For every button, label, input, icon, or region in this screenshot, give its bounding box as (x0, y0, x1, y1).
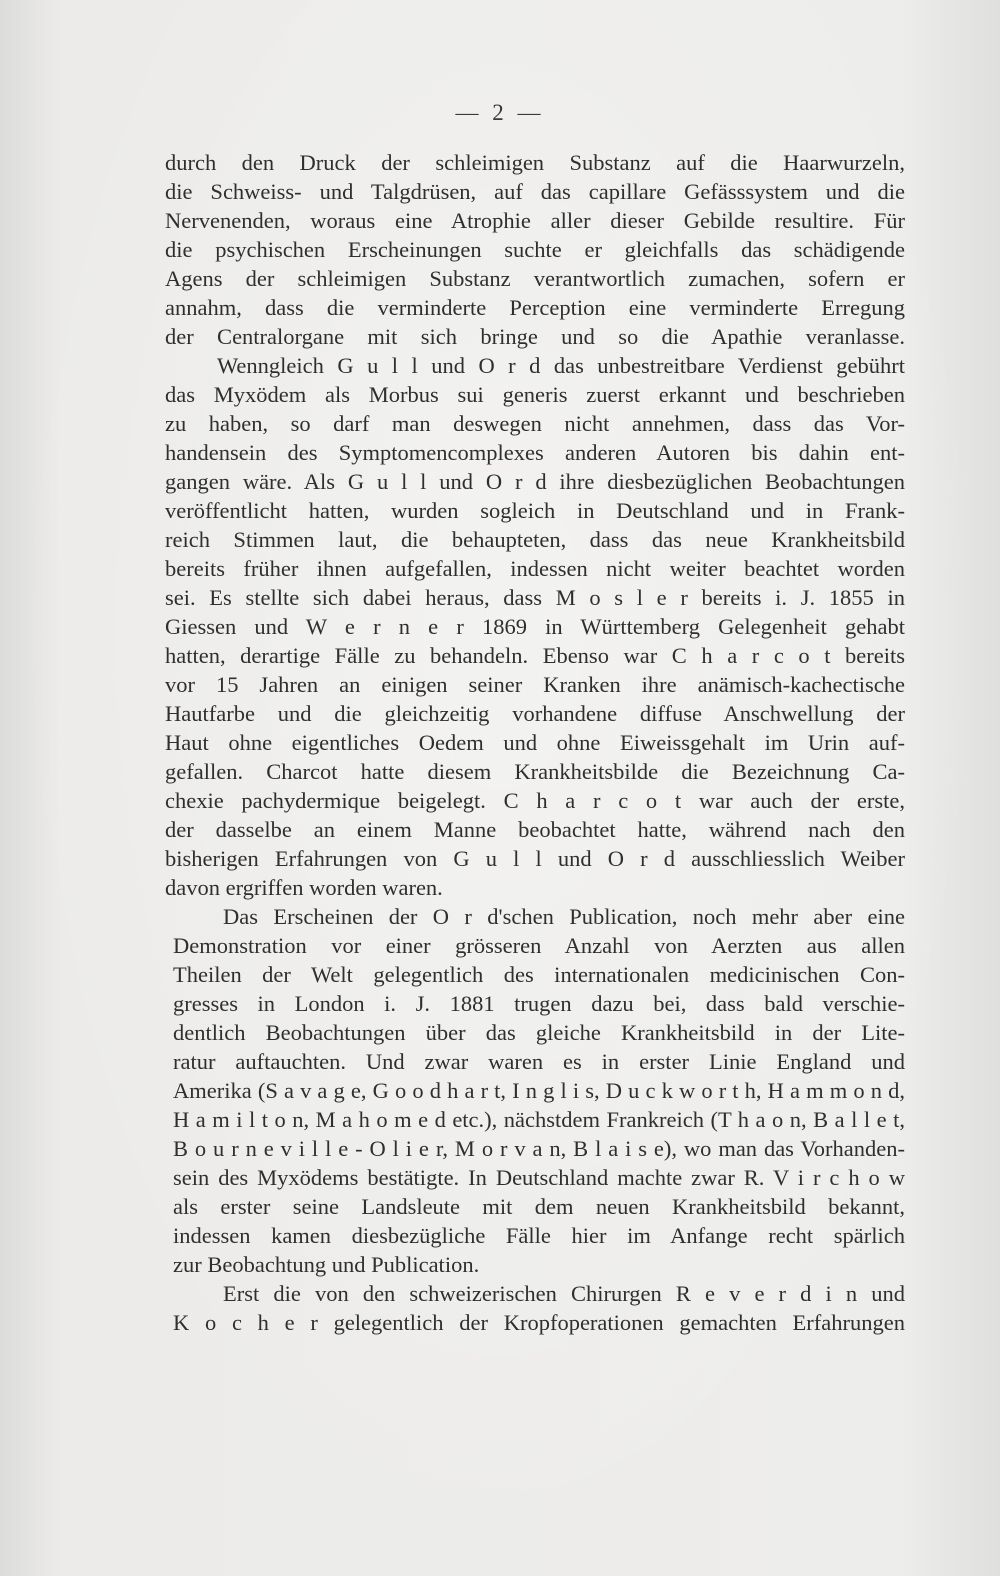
paragraph-end-line: davon ergriffen worden waren. (165, 875, 443, 900)
text-line: H a m i l t o n, M a h o m e d etc.), nächstdem Frankreich (T h a o n, B a l l e t, (173, 1107, 905, 1132)
text-line: die psychischen Erscheinungen suchte er gleichfalls das schädigende (165, 237, 905, 262)
text-line: chexie pachydermique beigelegt. C h a r c o t war auch der erste, (165, 788, 905, 813)
text-line: zu haben, so darf man deswegen nicht annehmen, dass das Vor- (165, 411, 905, 436)
text-line: reich Stimmen laut, die behaupteten, dass das neue Krankheitsbild (165, 527, 905, 552)
text-line: das Myxödem als Morbus sui generis zuerst erkannt und beschrieben (165, 382, 905, 407)
text-line: dentlich Beobachtungen über das gleiche Krankheitsbild in der Lite- (173, 1020, 905, 1045)
text-line: sein des Myxödems bestätigte. In Deutschland machte zwar R. V i r c h o w (173, 1165, 905, 1190)
text-line: bereits früher ihnen aufgefallen, indessen nicht weiter beachtet worden (165, 556, 905, 581)
paragraph-start-line: Das Erscheinen der O r d'schen Publication, noch mehr aber eine (223, 904, 905, 929)
text-line: sei. Es stellte sich dabei heraus, dass M o s l e r bereits i. J. 1855 in (165, 585, 905, 610)
text-line: als erster seine Landsleute mit dem neuen Krankheitsbild bekannt, (173, 1194, 905, 1219)
text-line: handensein des Symptomencomplexes anderen Autoren bis dahin ent- (165, 440, 905, 465)
text-line: Agens der schleimigen Substanz verantwortlich zumachen, sofern er (165, 266, 905, 291)
text-line: Amerika (S a v a g e, G o o d h a r t, I n g l i s, D u c k w o r t h, H a m m o n d, (173, 1078, 905, 1103)
body-text (165, 148, 905, 1337)
text-line: Haut ohne eigentliches Oedem und ohne Eiweissgehalt im Urin auf- (165, 730, 905, 755)
text-line: gangen wäre. Als G u l l und O r d ihre diesbezüglichen Beobachtungen (165, 469, 905, 494)
text-line: indessen kamen diesbezügliche Fälle hier im Anfange recht spärlich (173, 1223, 905, 1248)
text-line: der Centralorgane mit sich bringe und so die Apathie veranlasse. (165, 324, 905, 349)
text-line: der dasselbe an einem Manne beobachtet hatte, während nach den (165, 817, 905, 842)
text-line: hatten, derartige Fälle zu behandeln. Ebenso war C h a r c o t bereits (165, 643, 905, 668)
page-number: — 2 — (455, 100, 545, 125)
text-line: durch den Druck der schleimigen Substanz auf die Haarwurzeln, (165, 150, 905, 175)
text-line: vor 15 Jahren an einigen seiner Kranken ihre anämisch-kachectische (165, 672, 905, 697)
text-line: Giessen und W e r n e r 1869 in Württemberg Gelegenheit gehabt (165, 614, 905, 639)
paragraph-start-line: Erst die von den schweizerischen Chirurgen R e v e r d i n und (223, 1281, 905, 1306)
text-line: Demonstration vor einer grösseren Anzahl von Aerzten aus allen (173, 933, 905, 958)
paragraph-start-line: Wenngleich G u l l und O r d das unbestreitbare Verdienst gebührt (217, 353, 905, 378)
text-line: veröffentlicht hatten, wurden sogleich in Deutschland und in Frank- (165, 498, 905, 523)
text-line: Theilen der Welt gelegentlich des internationalen medicinischen Con- (173, 962, 905, 987)
text-line: gresses in London i. J. 1881 trugen dazu bei, dass bald verschie- (173, 991, 905, 1016)
text-line: Nervenenden, woraus eine Atrophie aller dieser Gebilde resultire. Für (165, 208, 905, 233)
paragraph-end-line: zur Beobachtung und Publication. (173, 1252, 480, 1277)
text-line: Hautfarbe und die gleichzeitig vorhandene diffuse Anschwellung der (165, 701, 905, 726)
text-line: die Schweiss- und Talgdrüsen, auf das capillare Gefässsystem und die (165, 179, 905, 204)
text-line: ratur auftauchten. Und zwar waren es in erster Linie England und (173, 1049, 905, 1074)
text-line: annahm, dass die verminderte Perception eine verminderte Erregung (165, 295, 905, 320)
text-line: bisherigen Erfahrungen von G u l l und O r d ausschliesslich Weiber (165, 846, 905, 871)
text-line: B o u r n e v i l l e - O l i e r, M o r v a n, B l a i s e), wo man das Vorhanden- (173, 1136, 905, 1161)
text-line: gefallen. Charcot hatte diesem Krankheitsbilde die Bezeichnung Ca- (165, 759, 905, 784)
text-line: K o c h e r gelegentlich der Kropfoperationen gemachten Erfahrungen (173, 1310, 905, 1335)
